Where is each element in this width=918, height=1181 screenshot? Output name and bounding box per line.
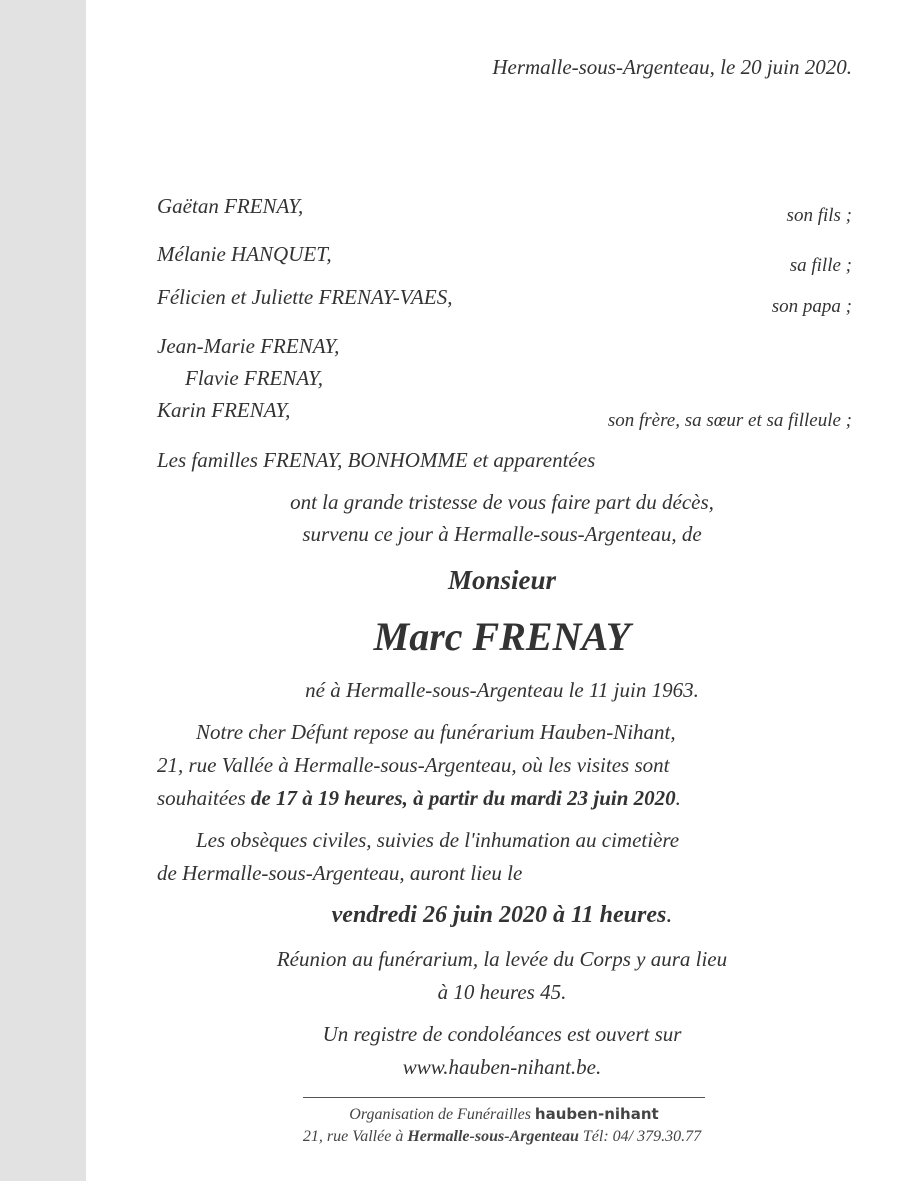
family-member-name: Mélanie HANQUET, [157,242,332,266]
family-member-name: Jean-Marie FRENAY, [157,334,340,358]
footer-address-town: Hermalle-sous-Argenteau [407,1128,579,1145]
family-member-relation: son frère, sa sœur et sa filleule ; [607,410,852,431]
family-member-name: Karin FRENAY, [157,398,291,422]
funeral-date-period: . [666,902,673,928]
footer-address-text: 21, rue Vallée à [302,1128,408,1145]
family-member-name: Félicien et Juliette FRENAY-VAES, [157,285,453,309]
visitation-line: 21, rue Vallée à Hermalle-sous-Argenteau, où les visites sont [157,753,670,777]
family-member-relation: sa fille ; [789,255,852,276]
meeting-line: Réunion au funérarium, la levée du Corps y aura lieu [276,947,728,971]
meeting-line: à 10 heures 45. [437,980,567,1004]
birth-line: né à Hermalle-sous-Argenteau le 11 juin 1963. [305,678,699,702]
visitation-hours: de 17 à 19 heures, à partir du mardi 23 juin 2020 [250,786,676,810]
visitation-line: Notre cher Défunt repose au funérarium Hauben-Nihant, [196,720,676,744]
footer-org-label: Organisation de Funérailles [349,1106,531,1123]
footer-organisation [303,1103,705,1126]
family-member-relation: son papa ; [771,296,852,317]
footer-brand-logo: hauben-nihant [534,1105,659,1123]
footer-divider [303,1097,705,1098]
family-member-name: Flavie FRENAY, [185,366,324,390]
funeral-line: Les obsèques civiles, suivies de l'inhumation au cimetière [196,828,680,852]
register-url: www.hauben-nihant.be. [402,1055,602,1079]
family-member-relation: son fils ; [786,205,852,226]
deceased-name: Marc FRENAY [373,614,631,659]
funeral-date-bold: vendredi 26 juin 2020 à 11 heures [331,902,667,928]
visitation-period: . [675,786,681,810]
deceased-title: Monsieur [447,565,557,595]
footer-address [86,1126,918,1148]
funeral-line: de Hermalle-sous-Argenteau, auront lieu le [157,861,523,885]
visitation-line [157,785,681,811]
announcement-line: survenu ce jour à Hermalle-sous-Argenteau, de [302,522,702,546]
families-line: Les familles FRENAY, BONHOMME et apparentées [157,448,596,472]
footer-phone: Tél: 04/ 379.30.77 [582,1128,702,1145]
announcement-line: ont la grande tristesse de vous faire part du décès, [290,490,714,514]
funeral-date [86,901,918,929]
family-member-name: Gaëtan FRENAY, [157,194,304,218]
visitation-text: souhaitées [157,786,251,810]
left-margin-band [0,0,86,1181]
place-date: Hermalle-sous-Argenteau, le 20 juin 2020. [492,55,852,79]
register-line: Un registre de condoléances est ouvert sur [322,1022,682,1046]
